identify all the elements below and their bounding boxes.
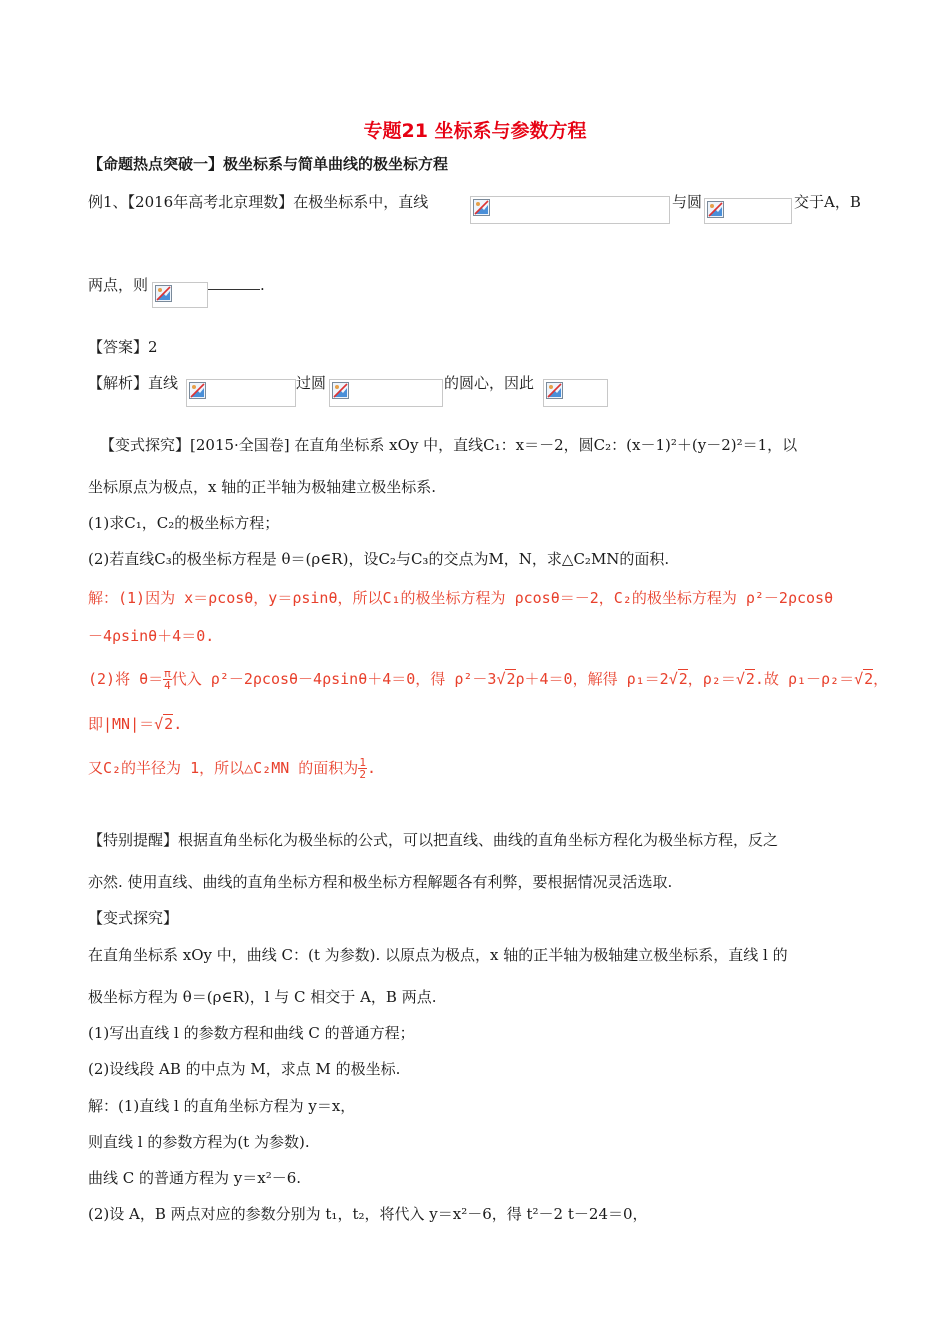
variant2-line1: 在直角坐标系 xOy 中，曲线 C：(t 为参数). 以原点为极点，x 轴的正半轴为极轴建立极坐标系，直线 l 的	[88, 946, 788, 964]
example1-line2-prefix: 两点，则	[88, 276, 149, 294]
fraction-pi-over-4: $\frac{\pi}{4}$	[164, 667, 171, 692]
broken-image-icon	[707, 201, 724, 218]
formula-image-ab	[152, 282, 208, 308]
variant2-s3: 曲线 C 的普通方程为 y＝x²－6.	[88, 1169, 302, 1187]
reminder-line2: 亦然. 使用直线、曲线的直角坐标方程和极坐标方程解题各有利弊，要根据情况灵活选取.	[88, 873, 673, 891]
variant1-line2: 坐标原点为极点，x 轴的正半轴为极轴建立极坐标系.	[88, 478, 436, 496]
formula-image-analysis-result	[543, 379, 608, 407]
variant2-q2: (2)设线段 AB 的中点为 M，求点 M 的极坐标.	[88, 1060, 401, 1078]
broken-image-icon	[155, 285, 172, 302]
page-title: 专题21 坐标系与参数方程	[363, 120, 587, 142]
variant2-line2: 极坐标方程为 θ＝(ρ∈R)，l 与 C 相交于 A，B 两点.	[88, 988, 437, 1006]
example1-line2	[88, 274, 148, 296]
solution1-line1: 解：(1)因为 x＝ρcosθ，y＝ρsinθ，所以C₁的极坐标方程为 ρcosθ＝－2，C₂的极坐标方程为 ρ²－2ρcosθ	[88, 589, 834, 607]
solution1-line4: 即|MN|＝√2.	[88, 715, 183, 733]
analysis-prefix: 【解析】直线	[88, 374, 179, 392]
formula-image-analysis-line	[186, 379, 296, 407]
variant1-line1: 【变式探究】[2015·全国卷] 在直角坐标系 xOy 中，直线C₁：x＝－2，圆C₂：(x－1)²＋(y－2)²＝1，以	[100, 436, 798, 454]
variant2-heading: 【变式探究】	[88, 909, 179, 927]
variant2-s4: (2)设 A，B 两点对应的参数分别为 t₁，t₂，将代入 y＝x²－6，得 t²－2 t－24＝0，	[88, 1205, 648, 1223]
formula-image-line	[470, 196, 670, 224]
broken-image-icon	[332, 382, 349, 399]
section-heading: 【命题热点突破一】极坐标系与简单曲线的极坐标方程	[88, 155, 449, 173]
variant2-s2: 则直线 l 的参数方程为(t 为参数).	[88, 1133, 310, 1151]
answer-blank: .	[208, 274, 265, 296]
analysis-mid2: 的圆心，因此	[444, 374, 535, 392]
variant2-q1: (1)写出直线 l 的参数方程和曲线 C 的普通方程；	[88, 1024, 415, 1042]
reminder-line1: 【特别提醒】根据直角坐标化为极坐标的公式，可以把直线、曲线的直角坐标方程化为极坐标方程，反之	[88, 831, 779, 849]
formula-image-analysis-circle	[329, 379, 443, 407]
answer-blank-line	[208, 274, 260, 290]
answer: 【答案】2	[88, 338, 158, 356]
formula-image-circle	[704, 198, 792, 224]
example1-prefix: 例1、【2016年高考北京理数】在极坐标系中，直线	[88, 193, 429, 211]
variant2-s1: 解：(1)直线 l 的直角坐标方程为 y＝x，	[88, 1097, 356, 1115]
broken-image-icon	[473, 199, 490, 216]
broken-image-icon	[546, 382, 563, 399]
broken-image-icon	[189, 382, 206, 399]
solution1-line3: (2)将 θ＝ $\frac{\pi}{4}$ 代入 ρ²－2ρcosθ－4ρsinθ＋4＝0，得 ρ²－3√2ρ＋4＝0，解得 ρ₁＝2√2，ρ₂＝√2.故 ρ₁－ρ₂＝√2，	[88, 667, 889, 692]
variant1-q2: (2)若直线C₃的极坐标方程是 θ＝(ρ∈R)，设C₂与C₃的交点为M，N，求△C₂MN的面积.	[88, 550, 670, 568]
analysis-mid1: 过圆	[296, 374, 327, 392]
example1-mid1: 与圆	[672, 193, 703, 211]
solution1-line2: －4ρsinθ＋4＝0.	[88, 627, 215, 645]
variant1-q1: (1)求C₁，C₂的极坐标方程；	[88, 514, 280, 532]
example1-line1	[88, 191, 428, 213]
example1-mid2: 交于A，B	[794, 193, 861, 211]
fraction-one-half: $\frac{1}{2}$	[359, 756, 366, 781]
sqrt-value: 2	[506, 670, 516, 688]
solution1-line5: 又C₂的半径为 1，所以△C₂MN 的面积为 $\frac{1}{2}$ .	[88, 756, 376, 781]
